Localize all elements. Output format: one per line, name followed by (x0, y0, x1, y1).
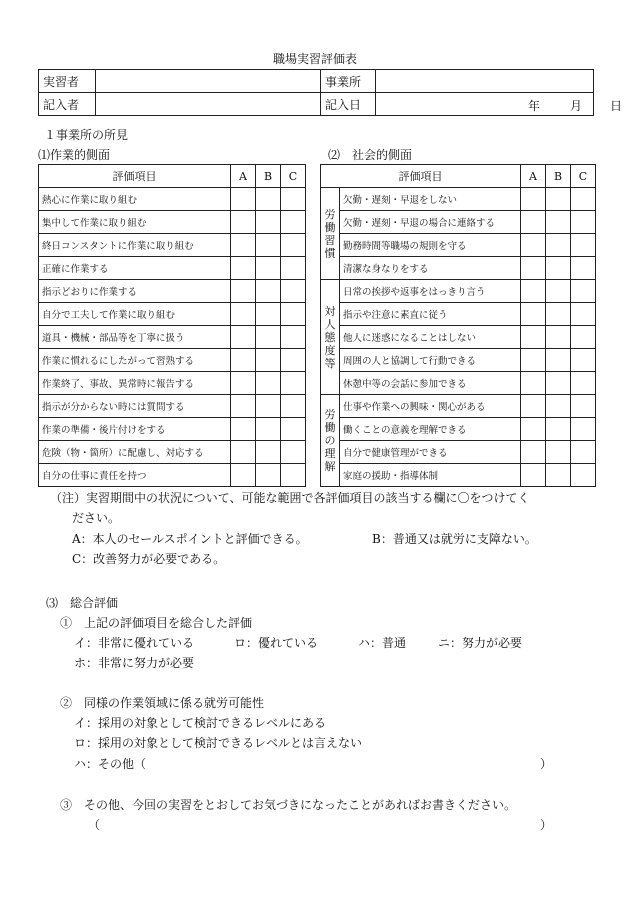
social-item-label: 他人に迷惑になることはしない (340, 326, 521, 349)
social-check-b[interactable] (546, 257, 571, 280)
social-check-a[interactable] (521, 234, 546, 257)
header-table (38, 69, 623, 116)
note-line2: ださい。 (72, 511, 121, 525)
note-c: C：改善努力が必要である。 (72, 552, 226, 566)
work-check-a[interactable] (231, 418, 256, 441)
work-check-c[interactable] (281, 395, 306, 418)
q2-option-ha: ハ：その他（ (74, 757, 147, 771)
social-item-label: 欠勤・遅刻・早退をしない (340, 188, 521, 211)
social-category-label: 対人態度等 (324, 304, 336, 370)
work-check-b[interactable] (256, 349, 281, 372)
work-check-c[interactable] (281, 303, 306, 326)
social-item-label: 指示や注意に素直に従う (340, 303, 521, 326)
social-title: ⑵ 社会的側面 (328, 148, 413, 162)
q1-option-ni: ニ：努力が必要 (438, 636, 523, 650)
day-label: 日 (610, 99, 623, 113)
work-check-a[interactable] (231, 349, 256, 372)
social-category-label: 労働習慣 (324, 207, 336, 260)
social-row (321, 349, 596, 372)
q3-title: ③ その他、今回の実習をとおしてお気づきになったことがあればお書きください。 (60, 798, 517, 812)
social-col-a: A (521, 165, 546, 188)
social-row (321, 441, 596, 464)
social-check-c[interactable] (571, 280, 596, 303)
social-row (321, 418, 596, 441)
year-label: 年 (528, 99, 541, 113)
date-label: 記入日 (321, 93, 376, 116)
social-row (321, 326, 596, 349)
work-check-b[interactable] (256, 326, 281, 349)
work-col-a: A (231, 165, 256, 188)
work-check-b[interactable] (256, 418, 281, 441)
social-check-c[interactable] (571, 349, 596, 372)
work-item-label: 道具・機械・部品等を丁寧に扱う (39, 326, 231, 349)
social-check-b[interactable] (546, 280, 571, 303)
social-check-c[interactable] (571, 303, 596, 326)
social-check-a[interactable] (521, 418, 546, 441)
work-item-label: 作業終了、事故、異常時に報告する (39, 372, 231, 395)
social-check-b[interactable] (546, 303, 571, 326)
social-check-c[interactable] (571, 464, 596, 487)
work-row (39, 395, 306, 418)
overall-title: ⑶ 総合評価 (46, 596, 119, 610)
social-check-a[interactable] (521, 395, 546, 418)
work-check-c[interactable] (281, 234, 306, 257)
work-check-c[interactable] (281, 418, 306, 441)
note-line1: （注）実習期間中の状況について、可能な範囲で各評価項目の該当する欄に〇をつけてく (50, 491, 530, 505)
social-check-c[interactable] (571, 372, 596, 395)
social-item-label: 仕事や作業への興味・関心がある (340, 395, 521, 418)
work-check-b[interactable] (256, 188, 281, 211)
social-category-label: 労働の理解 (324, 408, 336, 473)
note-b: B：普通又は就労に支障ない。 (372, 532, 537, 546)
work-item-label: 終日コンスタントに作業に取り組む (39, 234, 231, 257)
q2-title: ② 同様の作業領域に係る就労可能性 (60, 696, 265, 710)
office-label: 事業所 (321, 70, 376, 93)
work-check-b[interactable] (256, 441, 281, 464)
note-a: A：本人のセールスポイントと評価できる。 (72, 532, 308, 546)
social-item-label: 日常の挨拶や返事をはっきり言う (340, 280, 521, 303)
social-col-b: B (546, 165, 571, 188)
social-check-c[interactable] (571, 234, 596, 257)
q1-option-ho: ホ：非常に努力が必要 (74, 656, 195, 670)
social-check-a[interactable] (521, 326, 546, 349)
social-check-b[interactable] (546, 188, 571, 211)
work-check-a[interactable] (231, 464, 256, 487)
social-category (321, 280, 340, 395)
work-table (38, 164, 306, 487)
social-check-a[interactable] (521, 257, 546, 280)
social-item-label: 周囲の人と協調して行動できる (340, 349, 521, 372)
social-check-c[interactable] (571, 326, 596, 349)
social-check-b[interactable] (546, 326, 571, 349)
work-check-a[interactable] (231, 303, 256, 326)
social-item-label: 勤務時間等職場の規則を守る (340, 234, 521, 257)
work-row (39, 372, 306, 395)
work-row (39, 464, 306, 487)
work-col-b: B (256, 165, 281, 188)
month-label: 月 (570, 99, 583, 113)
q3-open-paren: （ (88, 818, 101, 832)
work-item-label: 集中して作業に取り組む (39, 211, 231, 234)
trainee-label: 実習者 (39, 70, 96, 93)
page-title: 職場実習評価表 (272, 52, 357, 66)
work-item-label: 作業の準備・後片付けをする (39, 418, 231, 441)
social-check-b[interactable] (546, 418, 571, 441)
q3-close-paren: ） (540, 818, 553, 832)
section1-title: １事業所の所見 (44, 128, 129, 142)
work-row (39, 188, 306, 211)
work-check-c[interactable] (281, 372, 306, 395)
work-check-a[interactable] (231, 211, 256, 234)
social-check-b[interactable] (546, 234, 571, 257)
social-check-c[interactable] (571, 257, 596, 280)
writer-label: 記入者 (39, 93, 96, 116)
social-check-b[interactable] (546, 395, 571, 418)
social-row (321, 257, 596, 280)
work-row (39, 211, 306, 234)
social-check-a[interactable] (521, 372, 546, 395)
work-check-b[interactable] (256, 395, 281, 418)
social-row (321, 303, 596, 326)
work-check-a[interactable] (231, 280, 256, 303)
social-category (321, 188, 340, 280)
work-check-c[interactable] (281, 211, 306, 234)
work-check-b[interactable] (256, 464, 281, 487)
work-check-b[interactable] (256, 372, 281, 395)
work-title: ⑴作業的側面 (38, 148, 111, 162)
social-item-label: 欠勤・遅刻・早退の場合に連絡する (340, 211, 521, 234)
social-check-a[interactable] (521, 211, 546, 234)
social-check-a[interactable] (521, 280, 546, 303)
social-check-c[interactable] (571, 395, 596, 418)
work-col-item: 評価項目 (39, 165, 231, 188)
work-check-c[interactable] (281, 257, 306, 280)
work-check-b[interactable] (256, 211, 281, 234)
social-row (321, 188, 596, 211)
work-check-b[interactable] (256, 234, 281, 257)
social-check-c[interactable] (571, 211, 596, 234)
q1-option-ro: ロ：優れている (234, 636, 319, 650)
work-row (39, 349, 306, 372)
work-check-a[interactable] (231, 326, 256, 349)
social-check-c[interactable] (571, 188, 596, 211)
work-row (39, 303, 306, 326)
work-col-c: C (281, 165, 306, 188)
social-check-a[interactable] (521, 464, 546, 487)
date-field[interactable] (376, 93, 623, 116)
social-col-c: C (571, 165, 596, 188)
social-check-b[interactable] (546, 464, 571, 487)
social-check-b[interactable] (546, 211, 571, 234)
social-row (321, 395, 596, 418)
work-check-a[interactable] (231, 188, 256, 211)
work-item-label: 自分の仕事に責任を持つ (39, 464, 231, 487)
work-row (39, 234, 306, 257)
work-item-label: 自分で工夫して作業に取り組む (39, 303, 231, 326)
social-item-label: 自分で健康管理ができる (340, 441, 521, 464)
social-check-b[interactable] (546, 349, 571, 372)
work-check-b[interactable] (256, 257, 281, 280)
work-check-b[interactable] (256, 280, 281, 303)
social-check-a[interactable] (521, 188, 546, 211)
social-table (320, 164, 596, 487)
trainee-field[interactable] (96, 70, 321, 93)
work-item-label: 指示どおりに作業する (39, 280, 231, 303)
social-item-label: 清潔な身なりをする (340, 257, 521, 280)
work-check-c[interactable] (281, 188, 306, 211)
social-col-item: 評価項目 (321, 165, 521, 188)
work-row (39, 418, 306, 441)
work-item-label: 指示が分からない時には質問する (39, 395, 231, 418)
work-check-c[interactable] (281, 280, 306, 303)
work-check-c[interactable] (281, 464, 306, 487)
work-row (39, 280, 306, 303)
q2-option-i: イ：採用の対象として検討できるレベルにある (74, 716, 327, 730)
work-check-a[interactable] (231, 372, 256, 395)
social-item-label: 働くことの意義を理解できる (340, 418, 521, 441)
social-row (321, 372, 596, 395)
social-row (321, 280, 596, 303)
work-row (39, 326, 306, 349)
office-field[interactable] (376, 70, 594, 93)
social-item-label: 休憩中等の会話に参加できる (340, 372, 521, 395)
work-check-b[interactable] (256, 303, 281, 326)
q1-option-i: イ：非常に優れている (74, 636, 195, 650)
social-check-a[interactable] (521, 303, 546, 326)
work-check-a[interactable] (231, 257, 256, 280)
work-check-a[interactable] (231, 441, 256, 464)
social-row (321, 464, 596, 487)
work-check-c[interactable] (281, 326, 306, 349)
work-row (39, 257, 306, 280)
social-check-a[interactable] (521, 441, 546, 464)
work-row (39, 441, 306, 464)
work-check-c[interactable] (281, 441, 306, 464)
work-item-label: 熱心に作業に取り組む (39, 188, 231, 211)
work-check-a[interactable] (231, 234, 256, 257)
q1-title: ① 上記の評価項目を総合した評価 (60, 616, 253, 630)
social-check-c[interactable] (571, 418, 596, 441)
social-check-a[interactable] (521, 349, 546, 372)
social-category (321, 395, 340, 487)
social-check-c[interactable] (571, 441, 596, 464)
work-check-a[interactable] (231, 395, 256, 418)
work-check-c[interactable] (281, 349, 306, 372)
social-row (321, 211, 596, 234)
social-check-b[interactable] (546, 372, 571, 395)
q2-close-paren: ） (540, 757, 553, 771)
social-item-label: 家庭の援助・指導体制 (340, 464, 521, 487)
social-row (321, 234, 596, 257)
q1-option-ha: ハ：普通 (358, 636, 407, 650)
work-item-label: 作業に慣れるにしたがって習熟する (39, 349, 231, 372)
q2-option-ro: ロ：採用の対象として検討できるレベルとは言えない (74, 736, 363, 750)
social-check-b[interactable] (546, 441, 571, 464)
work-item-label: 危険（物・箇所）に配慮し、対応する (39, 441, 231, 464)
writer-field[interactable] (96, 93, 321, 116)
work-item-label: 正確に作業する (39, 257, 231, 280)
